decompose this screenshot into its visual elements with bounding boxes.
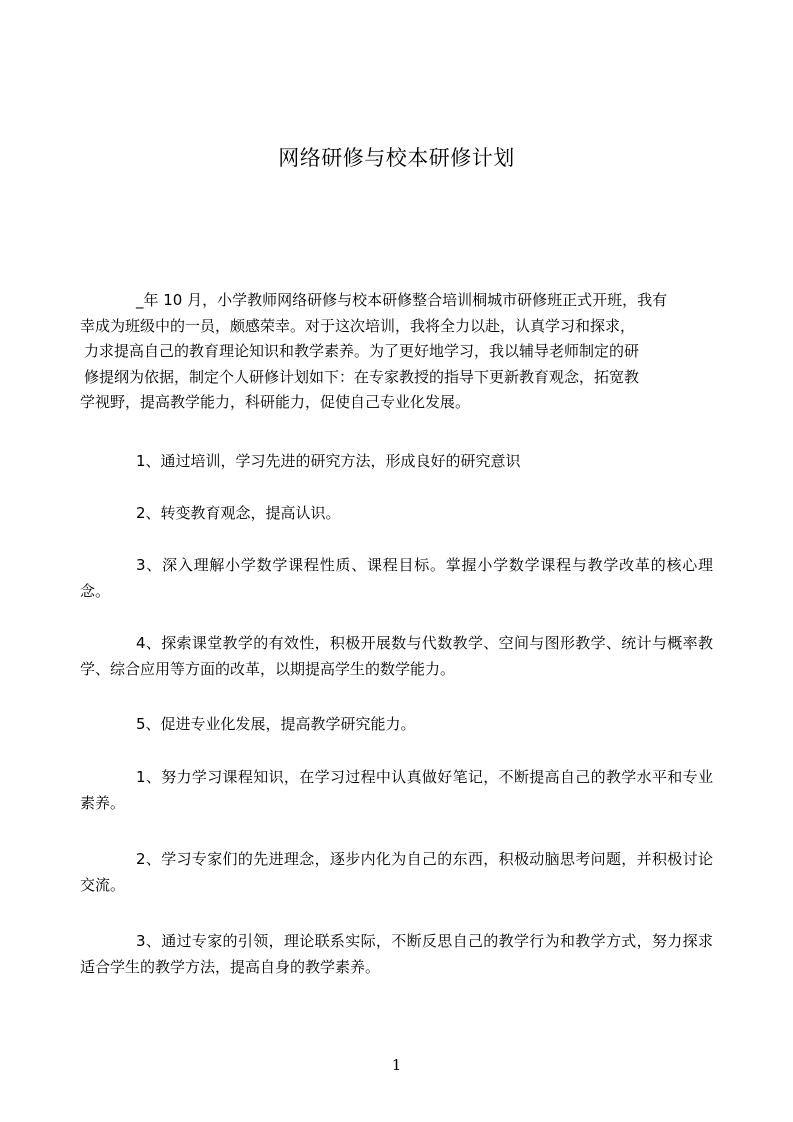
intro-line: _年 10 月，小学教师网络研修与校本研修整合培训桐城市研修班正式开班，我有 bbox=[136, 291, 668, 309]
list-item: 2、转变教育观念，提高认识。 bbox=[136, 504, 341, 522]
intro-line: 学视野，提高教学能力，科研能力，促使自己专业化发展。 bbox=[80, 393, 471, 411]
list-item: 1、努力学习课程知识，在学习过程中认真做好笔记，不断提高自己的教学水平和专业素养。 bbox=[80, 768, 713, 812]
list-item: 3、通过专家的引领，理论联系实际，不断反思自己的教学行为和教学方式，努力探求适合学生的教学方法，提高自身的教学素养。 bbox=[80, 932, 713, 976]
list-item: 4、探索课堂教学的有效性，积极开展数与代数教学、空间与图形教学、统计与概率教学、综合应用等方面的改革，以期提高学生的数学能力。 bbox=[80, 634, 713, 678]
document-title: 网络研修与校本研修计划 bbox=[278, 146, 515, 170]
list-item: 3、深入理解小学数学课程性质、课程目标。掌握小学数学课程与教学改革的核心理念。 bbox=[80, 556, 713, 600]
list-item: 1、通过培训，学习先进的研究方法，形成良好的研究意识 bbox=[136, 452, 521, 470]
list-item: 2、学习专家们的先进理念，逐步内化为自己的东西，积极动脑思考问题，并积极讨论交流。 bbox=[80, 850, 713, 894]
intro-line: 力求提高自己的教育理论知识和教学素养。为了更好地学习，我以辅导老师制定的研 bbox=[84, 342, 640, 360]
intro-line: 修提纲为依据，制定个人研修计划如下：在专家教授的指导下更新教育观念，拓宽教 bbox=[84, 367, 640, 386]
intro-line: 幸成为班级中的一员，颇感荣幸。对于这次培训，我将全力以赴，认真学习和探求， bbox=[80, 316, 636, 335]
page-number: 1 bbox=[391, 1056, 402, 1074]
intro-paragraph bbox=[80, 288, 713, 416]
list-item: 5、促进专业化发展，提高教学研究能力。 bbox=[136, 715, 416, 733]
